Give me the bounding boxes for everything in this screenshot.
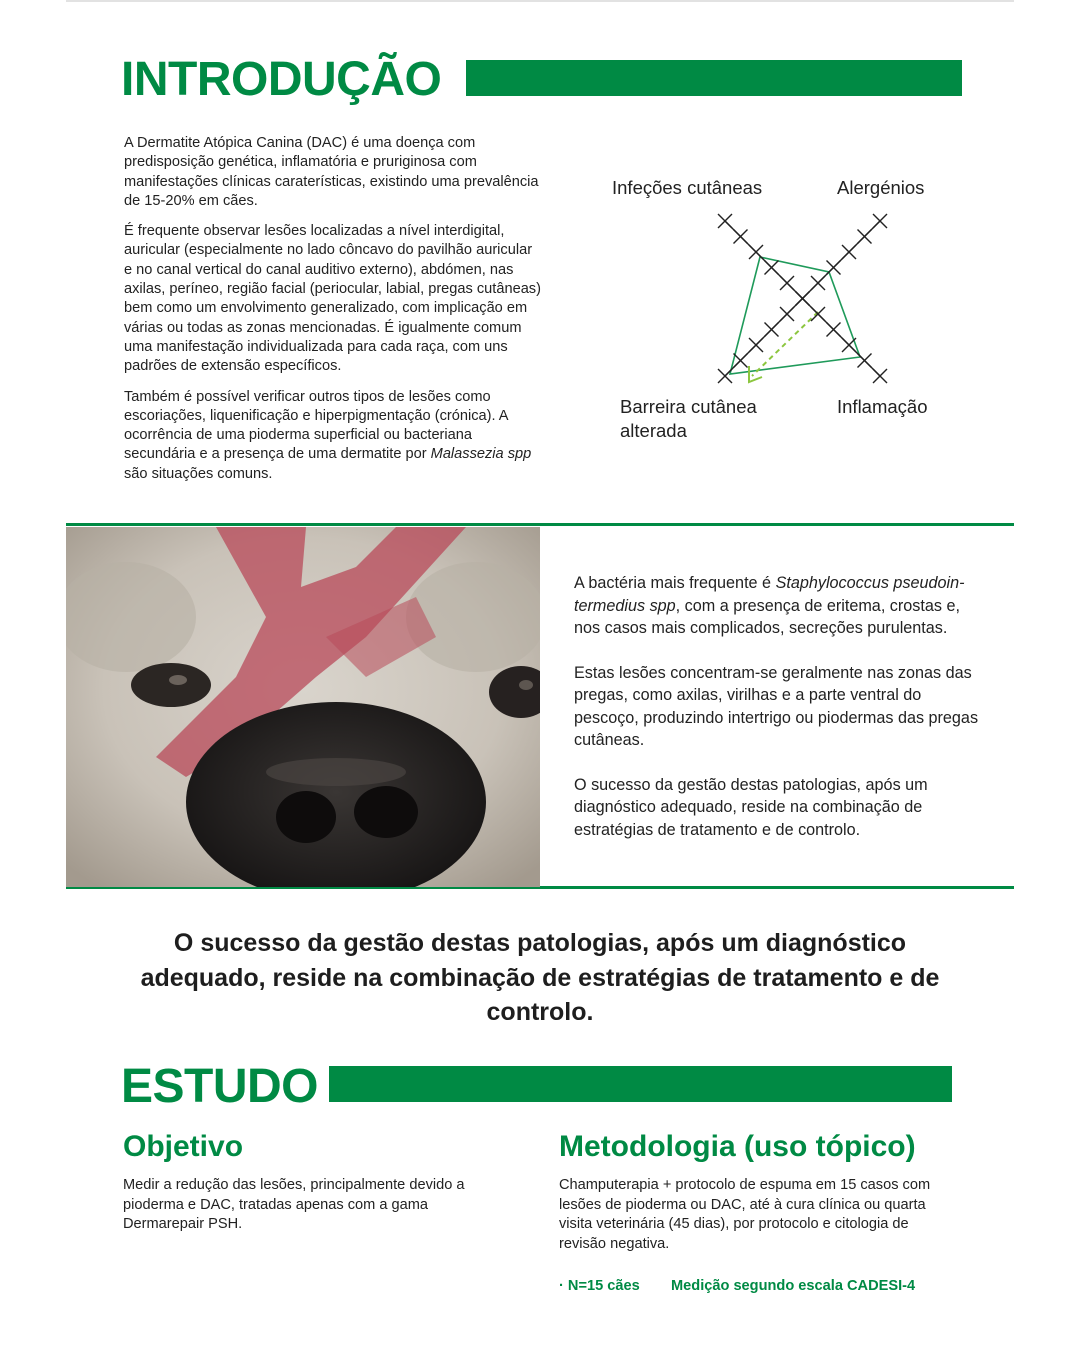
section-divider-top (66, 523, 1014, 526)
diagram-label-allergens: Alergénios (837, 177, 925, 198)
methodology-heading: Metodologia (uso tópico) (559, 1130, 916, 1163)
diagram-label-inflammation: Inflamação (837, 396, 928, 417)
study-title: ESTUDO (121, 1060, 319, 1113)
bacteria-text (574, 572, 984, 863)
bacteria-paragraph-1: A bactéria mais frequente é Staphylococcus pseudoin-termedius spp, com a presença de eritema, crostas e, nos casos mais complicados, secreções purulentas. (574, 574, 965, 637)
diagram-quadrilateral (730, 257, 860, 374)
bacteria-paragraph-2: Estas lesões concentram-se geralmente nas zonas das pregas, como axilas, virilhas e a parte ventral do pescoço, produzindo intertrigo ou piodermas das pregas cutâneas. (574, 663, 979, 749)
intro-title-bar (466, 60, 962, 96)
study-title-bar (329, 1066, 952, 1102)
sample-size: · N=15 cães (559, 1278, 640, 1294)
intro-paragraph-2: É frequente observar lesões localizadas a nível interdigital, auricular (especialmente no lado côncavo do pavilhão auricular e no canal vertical do canal auditivo externo), abdómen, nas axilas, períneo, região facial (periocular, labial, pregas cutâneas) bem como um envolvimento generalizado, com implicação em várias ou todas as zonas mencionadas. É igualmente comum uma manifestação individualizada para cada raça, com uns padrões de extensão específicos. (124, 223, 541, 375)
methodology-text: Champuterapia + protocolo de espuma em 15 casos com lesões de pioderma ou DAC, até à cura clínica ou quarta visita veterinária (45 dias), por protocolo e citologia de revisão negativa. (559, 1177, 931, 1252)
dog-face-photo (66, 527, 540, 887)
intro-title: INTRODUÇÃO (121, 53, 442, 106)
intro-text (124, 134, 544, 495)
bacteria-paragraph-3: O sucesso da gestão destas patologias, após um diagnóstico adequado, reside na combinação de estratégias de tratamento e de controlo. (574, 775, 928, 839)
highlight-quote: O sucesso da gestão destas patologias, após um diagnóstico adequado, reside na combinação de estratégias de tratamento e de controlo. (140, 929, 940, 1026)
diagram-label-infections: Infeções cutâneas (612, 177, 763, 198)
diagram-label-skin-barrier: Barreira cutânea alterada (620, 396, 757, 441)
measurement-scale: Medição segundo escala CADESI-4 (671, 1278, 916, 1294)
atopic-dermatitis-diagram (700, 205, 900, 395)
intro-paragraph-3: Também é possível verificar outros tipos de lesões como escoriações, liquenificação e hiperpigmentação (crónica). A ocorrência de uma pioderma superficial ou bacteriana secundária e a presença de uma dermatite por Malassezia spp são situações comuns. (124, 388, 532, 482)
diagram-tick-marks (718, 214, 887, 383)
objective-text: Medir a redução das lesões, principalmente devido a pioderma e DAC, tratadas apenas com a gama Dermarepair PSH. (123, 1177, 465, 1233)
intro-paragraph-1: A Dermatite Atópica Canina (DAC) é uma doença com predisposição genética, inflamatória e pruriginosa com manifestações clínicas caraterísticas, existindo uma prevalência de 15-20% em cães. (124, 135, 539, 209)
objective-heading: Objetivo (123, 1130, 244, 1163)
diagram-dashed-arrow (749, 312, 818, 382)
